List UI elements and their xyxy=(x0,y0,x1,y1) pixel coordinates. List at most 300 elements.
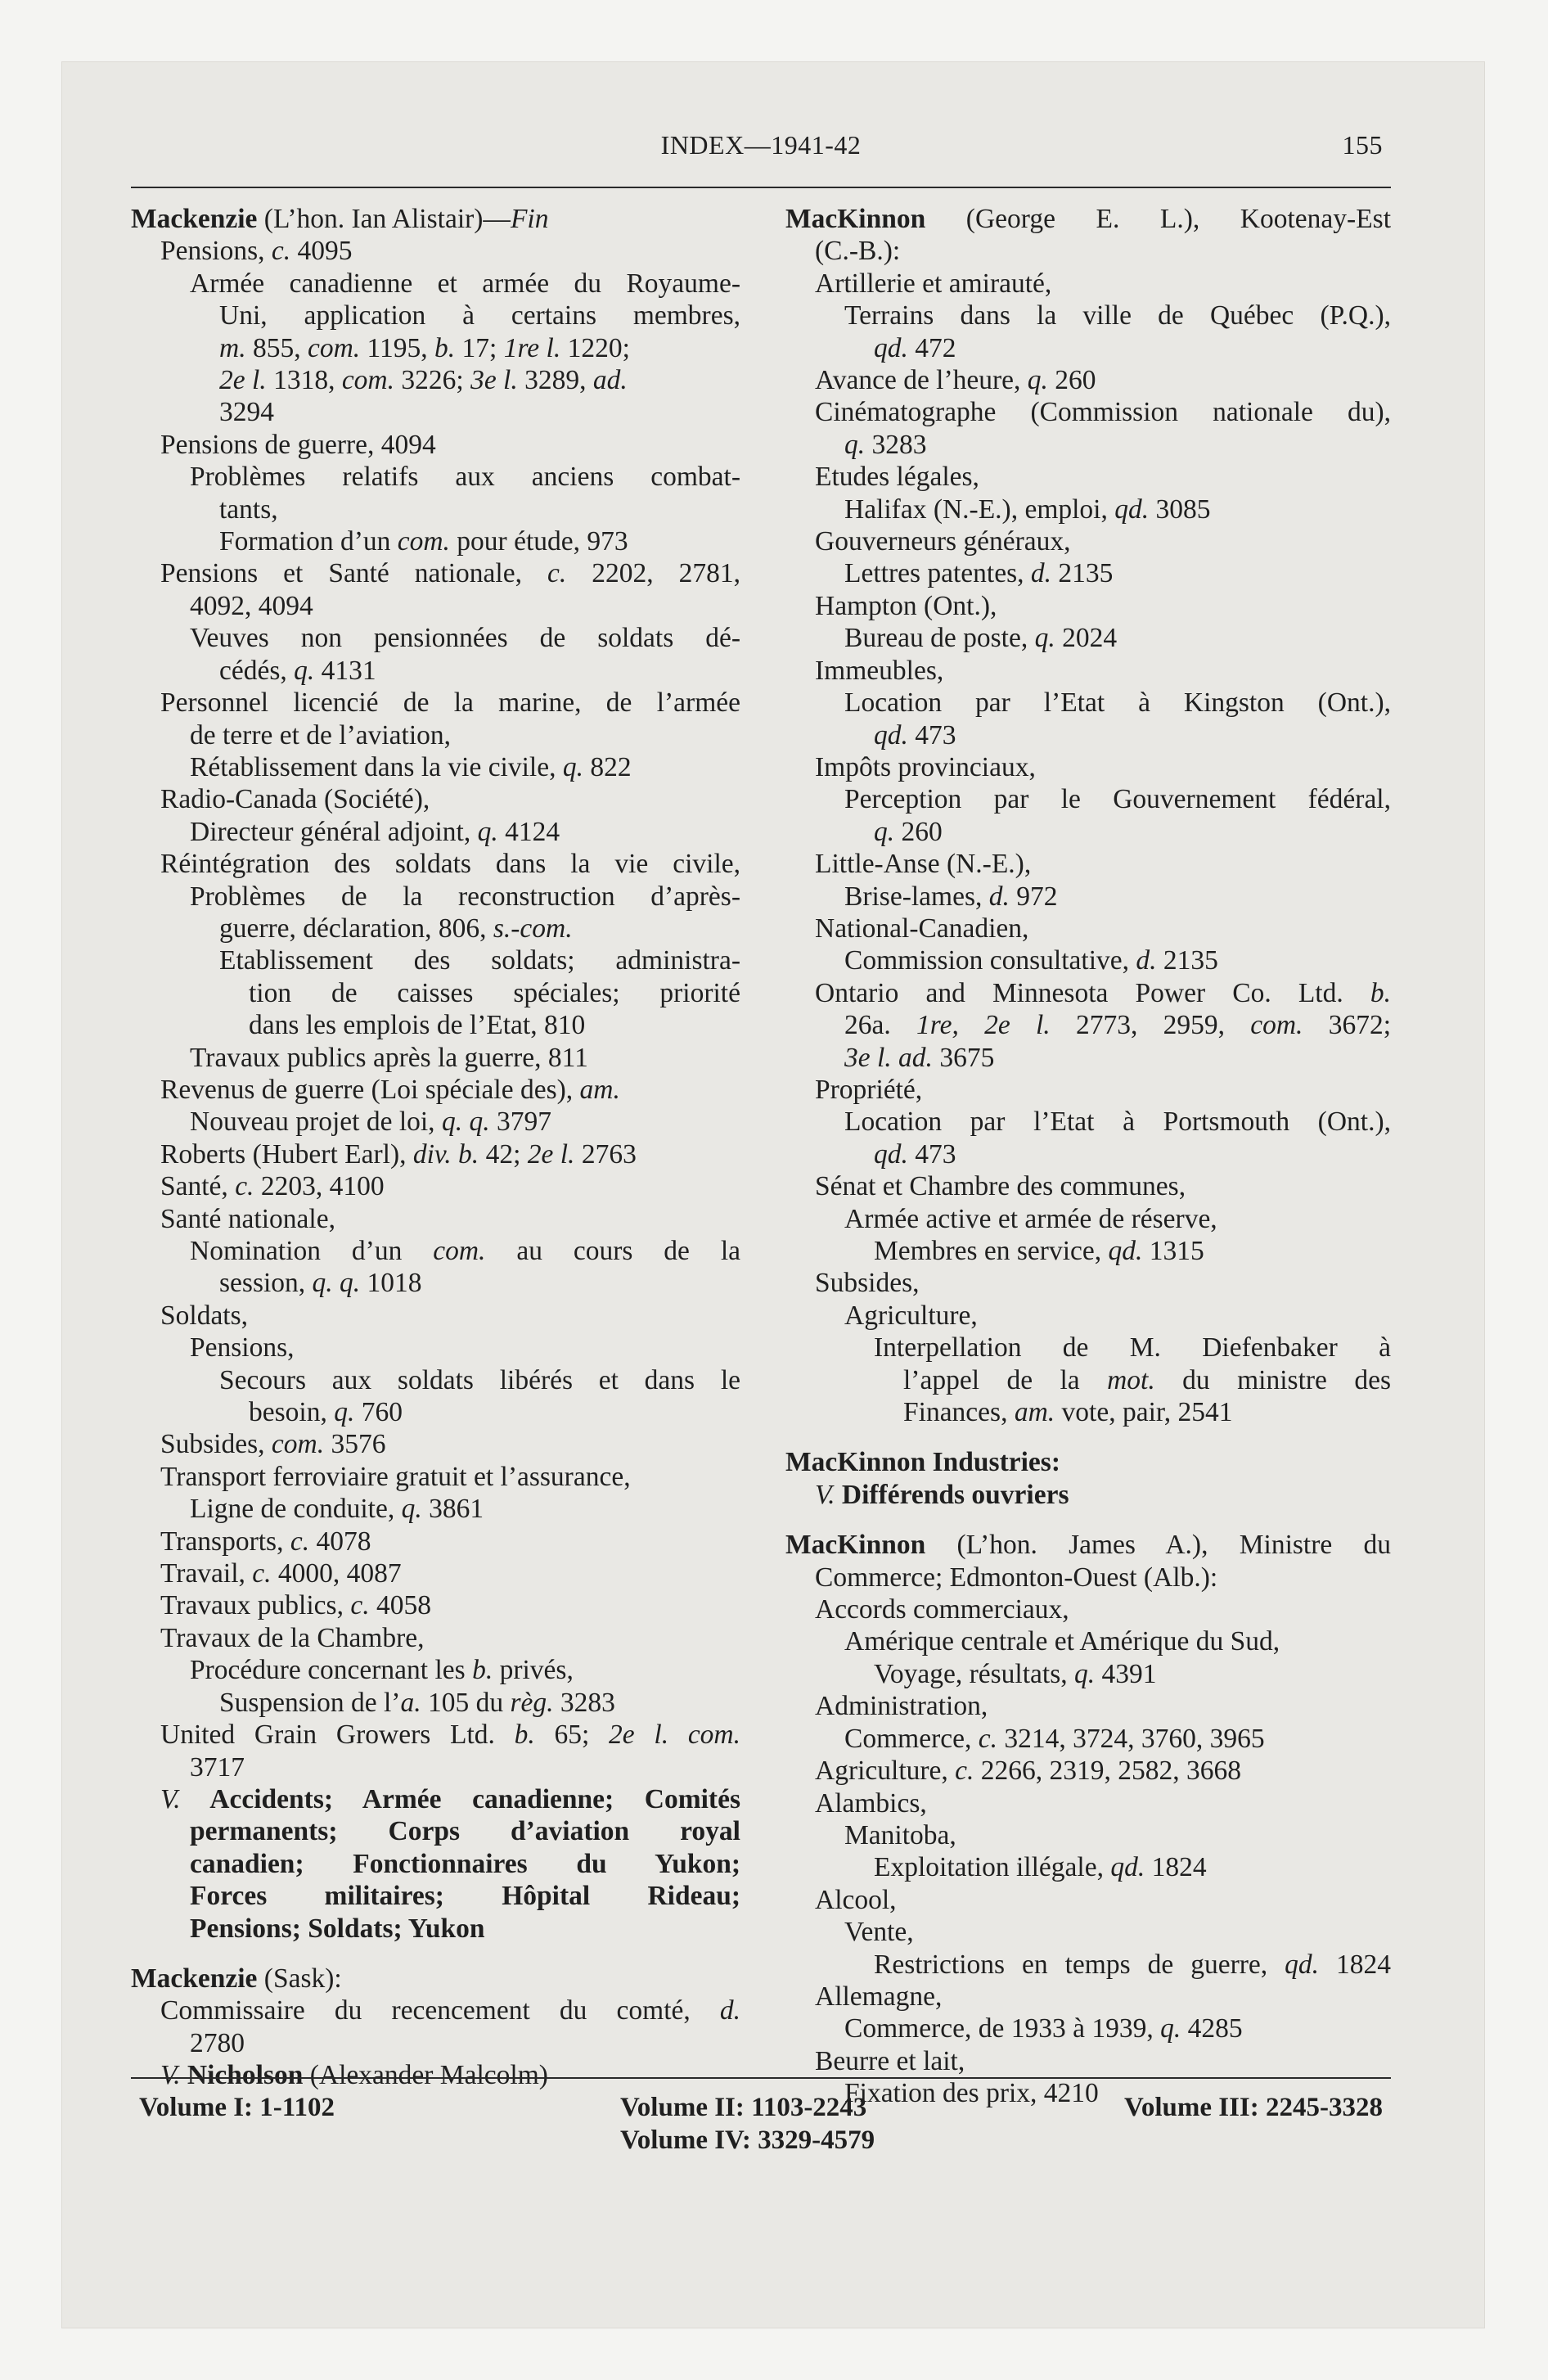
entry-text: Sénat et Chambre des communes, xyxy=(815,1171,1186,1202)
entry-text: Roberts (Hubert Earl), xyxy=(160,1138,413,1170)
index-entry-line xyxy=(785,1787,1391,1819)
index-entry-line xyxy=(785,300,1391,331)
entry-text: l’appel de la xyxy=(903,1364,1108,1395)
entry-text: Restrictions en temps de guerre, xyxy=(874,1949,1285,1980)
volume-2-pages: 1103-2243 xyxy=(751,2093,867,2122)
index-entry-line xyxy=(785,816,1391,848)
italic-abbrev: c. xyxy=(547,558,567,589)
index-entry-line xyxy=(785,1203,1391,1235)
index-entry-line xyxy=(785,944,1391,976)
entry-text: 105 du xyxy=(421,1687,511,1718)
entry-text: 2135 xyxy=(1051,558,1114,589)
italic-abbrev: am. xyxy=(1014,1397,1055,1428)
entry-text: Commerce, de 1933 à 1939, xyxy=(844,2013,1161,2044)
entry-text: Administration, xyxy=(815,1691,988,1722)
entry-text: 1195, xyxy=(360,332,435,363)
entry-text: Santé, xyxy=(160,1171,236,1202)
index-entry-line xyxy=(785,1170,1391,1202)
entry-text: (George E. L.), Kootenay-Est xyxy=(925,204,1391,234)
index-entry-line xyxy=(785,268,1391,300)
entry-text: Etudes légales, xyxy=(815,462,979,493)
italic-abbrev: q. xyxy=(294,655,315,686)
italic-abbrev: V. xyxy=(160,2060,181,2091)
bold-text: Mackenzie xyxy=(131,204,258,234)
index-entry-line xyxy=(785,913,1391,944)
index-entry-line xyxy=(131,848,740,880)
index-entry-line xyxy=(131,1815,740,1847)
entry-text: 3861 xyxy=(421,1494,484,1525)
entry-text: tion de caisses spéciales; priorité xyxy=(249,977,740,1008)
entry-gap xyxy=(785,1428,1391,1446)
italic-abbrev: m. xyxy=(219,332,246,363)
entry-text: 1824 xyxy=(1319,1949,1391,1980)
volume-3-pages: 2245-3328 xyxy=(1266,2093,1383,2122)
italic-abbrev: ad. xyxy=(592,365,628,396)
entry-text: Directeur général adjoint, xyxy=(190,816,478,847)
entry-text: Armée active et armée de réserve, xyxy=(844,1203,1217,1234)
index-entry-line xyxy=(131,1995,740,2026)
entry-text: 2202, 2781, xyxy=(566,558,741,589)
index-entry-line xyxy=(131,622,740,654)
entry-text: Travaux de la Chambre, xyxy=(160,1622,425,1653)
index-entry-line xyxy=(785,1625,1391,1657)
entry-text: Amérique centrale et Amérique du Sud, xyxy=(844,1626,1280,1657)
entry-text: 4092, 4094 xyxy=(190,590,313,621)
index-entry-line xyxy=(131,1428,740,1460)
entry-text: Réintégration des soldats dans la vie civile, xyxy=(160,849,740,880)
index-heading-line xyxy=(131,1963,740,1995)
entry-text: 472 xyxy=(907,332,956,363)
index-heading-line xyxy=(785,1446,1391,1478)
entry-text: 4000, 4087 xyxy=(271,1558,402,1589)
entry-text: Vente, xyxy=(844,1917,914,1948)
index-entry-line xyxy=(131,1751,740,1783)
index-entry-line xyxy=(131,1783,740,1815)
entry-text: 4058 xyxy=(369,1590,431,1621)
index-entry-line xyxy=(131,429,740,461)
italic-abbrev: c. xyxy=(290,1526,310,1557)
entry-text: Transports, xyxy=(160,1526,290,1557)
entry-text: 4131 xyxy=(314,655,376,686)
bold-text: Différends ouvriers xyxy=(835,1479,1069,1510)
index-entry-line xyxy=(131,881,740,913)
index-entry-line xyxy=(785,1723,1391,1755)
entry-text: Pensions, xyxy=(190,1332,295,1364)
entry-text: (C.-B.): xyxy=(815,236,901,267)
entry-text: (Alexander Malcolm) xyxy=(303,2060,548,2091)
bold-text: canadien; Fonctionnaires du Yukon; xyxy=(190,1848,740,1879)
entry-text: session, xyxy=(219,1268,313,1299)
index-entry-line xyxy=(785,396,1391,428)
index-entry-line xyxy=(785,1981,1391,2013)
index-entry-line xyxy=(131,977,740,1009)
index-entry-line xyxy=(785,1009,1391,1041)
italic-abbrev: d. xyxy=(1136,945,1157,976)
italic-abbrev: V. xyxy=(160,1783,181,1814)
index-entry-line xyxy=(785,1074,1391,1106)
italic-abbrev: com. xyxy=(1250,1010,1303,1041)
index-entry-line xyxy=(131,1913,740,1945)
entry-text: Little-Anse (N.-E.), xyxy=(815,849,1032,880)
page-number: 155 xyxy=(1342,130,1383,160)
italic-abbrev: q. xyxy=(1074,1658,1096,1689)
entry-text: 855, xyxy=(245,332,308,363)
entry-text: Location par l’Etat à Portsmouth (Ont.), xyxy=(844,1107,1391,1138)
index-entry-line xyxy=(785,719,1391,751)
entry-text: Beurre et lait, xyxy=(815,2045,965,2076)
entry-text: Nomination d’un xyxy=(190,1236,434,1266)
index-entry-line xyxy=(785,1755,1391,1787)
index-entry-line xyxy=(785,622,1391,654)
entry-text: privés, xyxy=(493,1655,574,1686)
entry-gap xyxy=(785,1511,1391,1529)
italic-abbrev: V. xyxy=(815,1479,835,1510)
entry-text: 3283 xyxy=(865,429,927,460)
italic-abbrev: b. xyxy=(472,1655,493,1686)
index-entry-line xyxy=(785,1851,1391,1883)
entry-text: 473 xyxy=(907,719,956,751)
entry-text: Immeubles, xyxy=(815,655,944,686)
entry-text: du ministre des xyxy=(1154,1364,1391,1395)
index-entry-line xyxy=(785,364,1391,396)
index-entry-line xyxy=(785,525,1391,557)
entry-text: Problèmes relatifs aux anciens combat- xyxy=(190,462,740,493)
entry-text: 3675 xyxy=(932,1042,995,1073)
entry-text: 3797 xyxy=(489,1107,551,1138)
bold-text: MacKinnon xyxy=(785,1530,926,1561)
index-heading-line xyxy=(785,203,1391,235)
entry-text: vote, pair, 2541 xyxy=(1055,1397,1233,1428)
italic-abbrev: q. xyxy=(562,751,583,782)
index-entry-line xyxy=(785,751,1391,783)
entry-text: Commission consultative, xyxy=(844,945,1136,976)
volume-2-range xyxy=(620,2091,875,2124)
entry-text: Veuves non pensionnées de soldats dé- xyxy=(190,623,740,654)
bold-text: MacKinnon Industries: xyxy=(785,1447,1060,1478)
index-entry-line xyxy=(785,1916,1391,1948)
index-entry-line xyxy=(785,1479,1391,1511)
entry-text: Finances, xyxy=(903,1397,1015,1428)
index-entry-line xyxy=(131,494,740,525)
index-page xyxy=(131,127,1391,2206)
entry-text: 972 xyxy=(1009,881,1058,912)
entry-text: Avance de l’heure, xyxy=(815,365,1028,396)
index-entry-line xyxy=(785,590,1391,622)
entry-text: 2203, 4100 xyxy=(254,1171,385,1202)
entry-text: Artillerie et amirauté, xyxy=(815,268,1052,299)
entry-text: Manitoba, xyxy=(844,1819,956,1850)
italic-abbrev: qd. xyxy=(874,1138,908,1170)
italic-abbrev: q. xyxy=(1027,365,1048,396)
entry-text: Cinématographe (Commission nationale du), xyxy=(815,397,1391,428)
index-entry-line xyxy=(785,1658,1391,1690)
italic-abbrev: b. xyxy=(514,1720,535,1751)
volume-1-pages: 1-1102 xyxy=(259,2093,335,2122)
entry-text: tants, xyxy=(219,494,278,525)
index-entry-line xyxy=(785,235,1391,267)
entry-text: Terrains dans la ville de Québec (P.Q.), xyxy=(844,300,1391,331)
index-entry-line xyxy=(131,1526,740,1557)
index-entry-line xyxy=(785,461,1391,493)
index-entry-line xyxy=(131,396,740,428)
italic-abbrev: com. xyxy=(307,332,361,363)
index-entry-line xyxy=(131,783,740,815)
entry-text: Exploitation illégale, xyxy=(874,1852,1111,1883)
entry-text: besoin, xyxy=(249,1397,335,1428)
volume-4-range xyxy=(620,2124,875,2157)
bold-text: Mackenzie xyxy=(131,1963,258,1994)
index-entry-line xyxy=(785,655,1391,687)
italic-abbrev: com. xyxy=(433,1236,486,1266)
entry-text: Fixation des prix, 4210 xyxy=(844,2078,1099,2109)
index-entry-line xyxy=(131,1719,740,1751)
entry-text: Commissaire du recencement du comté, xyxy=(160,1995,720,2026)
volume-1-range xyxy=(139,2091,335,2124)
index-entry-line xyxy=(785,1300,1391,1332)
index-entry-line xyxy=(131,1267,740,1299)
entry-text: Accords commerciaux, xyxy=(815,1594,1069,1625)
entry-text: 3226; xyxy=(394,365,471,396)
italic-abbrev: q. xyxy=(844,429,866,460)
italic-abbrev: 3e l. xyxy=(470,365,518,396)
bold-text: Forces militaires; Hôpital Rideau; xyxy=(190,1881,740,1912)
index-entry-line xyxy=(785,1884,1391,1916)
italic-abbrev: qd. xyxy=(1114,494,1150,525)
entry-text: 1315 xyxy=(1142,1236,1204,1266)
entry-text: Santé nationale, xyxy=(160,1203,335,1234)
header-rule xyxy=(131,187,1391,188)
index-entry-line xyxy=(131,1170,740,1202)
index-entry-line xyxy=(131,1880,740,1912)
index-entry-line xyxy=(131,719,740,751)
italic-abbrev: q. q. xyxy=(441,1107,490,1138)
bold-text: MacKinnon xyxy=(785,204,926,234)
entry-text: guerre, déclaration, 806, xyxy=(219,913,493,944)
index-entry-line xyxy=(131,1493,740,1525)
entry-text: 2024 xyxy=(1055,623,1118,654)
index-entry-line xyxy=(785,848,1391,880)
index-entry-line xyxy=(785,1364,1391,1396)
index-entry-line xyxy=(785,1690,1391,1722)
index-entry-line xyxy=(131,751,740,783)
entry-text: 17; xyxy=(455,332,504,363)
entry-text: Procédure concernant les xyxy=(190,1655,473,1686)
page-title: INDEX—1941-42 xyxy=(660,130,862,160)
entry-text: Subsides, xyxy=(160,1429,272,1460)
index-entry-line xyxy=(131,300,740,331)
index-entry-line xyxy=(131,1106,740,1138)
italic-abbrev: c. xyxy=(271,236,291,267)
italic-abbrev: q. xyxy=(477,816,498,847)
index-entry-line xyxy=(131,816,740,848)
entry-text: 260 xyxy=(1047,365,1096,396)
index-entry-line xyxy=(131,1042,740,1074)
index-entry-line xyxy=(785,332,1391,364)
entry-text: 1220; xyxy=(560,332,630,363)
index-entry-line xyxy=(131,1396,740,1428)
entry-text: Pensions de guerre, 4094 xyxy=(160,429,436,460)
entry-text: Bureau de poste, xyxy=(844,623,1035,654)
entry-text: 3672; xyxy=(1303,1010,1392,1041)
italic-abbrev: div. b. xyxy=(412,1138,479,1170)
index-entry-line xyxy=(131,525,740,557)
index-entry-line xyxy=(131,655,740,687)
italic-abbrev: q. q. xyxy=(312,1268,361,1299)
italic-abbrev: Fin xyxy=(510,204,549,234)
italic-abbrev: d. xyxy=(988,881,1010,912)
index-entry-line xyxy=(785,1106,1391,1138)
entry-text: Radio-Canada (Société), xyxy=(160,784,430,815)
index-entry-line xyxy=(131,1203,740,1235)
entry-text: Perception par le Gouvernement fédéral, xyxy=(844,784,1391,815)
italic-abbrev: 2e l. com. xyxy=(609,1720,740,1751)
entry-text: (L’hon. Ian Alistair)— xyxy=(257,204,511,234)
entry-text: cédés, xyxy=(219,655,295,686)
entry-text: Propriété, xyxy=(815,1074,923,1105)
entry-text: 473 xyxy=(907,1138,956,1170)
index-entry-line xyxy=(785,2013,1391,2044)
italic-abbrev: s.-com. xyxy=(493,913,573,944)
index-entry-line xyxy=(785,881,1391,913)
left-column xyxy=(131,203,740,2092)
volume-3-label: Volume III: xyxy=(1124,2093,1259,2122)
entry-text: Travaux publics, xyxy=(160,1590,351,1621)
entry-text: Suspension de l’ xyxy=(219,1687,401,1718)
index-entry-line xyxy=(785,1819,1391,1851)
index-entry-line xyxy=(785,1235,1391,1267)
entry-text: Soldats, xyxy=(160,1300,249,1331)
page-header xyxy=(131,127,1391,176)
entry-text: Brise-lames, xyxy=(844,881,989,912)
bold-text: Accidents; Armée canadienne; Comités xyxy=(180,1783,740,1814)
italic-abbrev: c. xyxy=(252,1558,272,1589)
index-entry-line xyxy=(785,1332,1391,1364)
entry-text: 3717 xyxy=(190,1751,245,1783)
bold-text: Nicholson xyxy=(180,2060,304,2091)
italic-abbrev: com. xyxy=(341,365,394,396)
entry-text: Commerce; Edmonton-Ouest (Alb.): xyxy=(815,1562,1218,1593)
entry-text: Secours aux soldats libérés et dans le xyxy=(219,1364,740,1395)
italic-abbrev: b. xyxy=(434,332,456,363)
index-heading-line xyxy=(131,203,740,235)
entry-gap xyxy=(131,1945,740,1963)
entry-text: 260 xyxy=(894,816,943,847)
volume-3-range xyxy=(1124,2091,1383,2124)
entry-text: Rétablissement dans la vie civile, xyxy=(190,751,563,782)
index-entry-line xyxy=(131,944,740,976)
entry-text: Formation d’un xyxy=(219,526,398,557)
entry-text: 1318, xyxy=(266,365,342,396)
entry-text: (L’hon. James A.), Ministre du xyxy=(925,1530,1391,1561)
italic-abbrev: 3e l. ad. xyxy=(844,1042,933,1073)
entry-text: 760 xyxy=(354,1397,403,1428)
volume-2-label: Volume II: xyxy=(620,2093,745,2122)
index-heading-line xyxy=(785,1529,1391,1561)
entry-text: dans les emplois de l’Etat, 810 xyxy=(249,1010,586,1041)
entry-text: 2773, 2959, xyxy=(1050,1010,1251,1041)
italic-abbrev: q. xyxy=(1160,2013,1181,2044)
index-entry-line xyxy=(131,1332,740,1364)
entry-text: Alcool, xyxy=(815,1884,897,1915)
entry-text: 26a. xyxy=(844,1010,917,1041)
entry-text: Ontario and Minnesota Power Co. Ltd. xyxy=(815,977,1370,1008)
index-entry-line xyxy=(131,1589,740,1621)
index-entry-line xyxy=(131,1557,740,1589)
index-entry-line xyxy=(131,1848,740,1880)
index-entry-line xyxy=(785,1562,1391,1593)
index-entry-line xyxy=(131,1461,740,1493)
index-entry-line xyxy=(131,913,740,944)
italic-abbrev: 2e l. xyxy=(219,365,267,396)
entry-text: Commerce, xyxy=(844,1723,979,1754)
entry-text: Hampton (Ont.), xyxy=(815,590,997,621)
index-entry-line xyxy=(785,1138,1391,1170)
index-entry-line xyxy=(131,590,740,622)
italic-abbrev: c. xyxy=(350,1590,370,1621)
entry-text: 42; xyxy=(479,1138,528,1170)
index-entry-line xyxy=(785,429,1391,461)
entry-text: 4124 xyxy=(497,816,560,847)
index-entry-line xyxy=(131,332,740,364)
entry-text: Location par l’Etat à Kingston (Ont.), xyxy=(844,687,1391,719)
index-entry-line xyxy=(131,1009,740,1041)
entry-text: Revenus de guerre (Loi spéciale des), xyxy=(160,1074,580,1105)
entry-text: 3294 xyxy=(219,397,274,428)
italic-abbrev: q. xyxy=(334,1397,355,1428)
entry-text: Gouverneurs généraux, xyxy=(815,526,1071,557)
entry-text: (Sask): xyxy=(257,1963,342,1994)
entry-text: Ligne de conduite, xyxy=(190,1494,402,1525)
entry-text: Etablissement des soldats; administra- xyxy=(219,945,740,976)
entry-text: de terre et de l’aviation, xyxy=(190,719,452,751)
italic-abbrev: q. xyxy=(1034,623,1055,654)
entry-text: 3283 xyxy=(553,1687,615,1718)
entry-text: 3576 xyxy=(324,1429,386,1460)
entry-text: 3214, 3724, 3760, 3965 xyxy=(997,1723,1265,1754)
index-entry-line xyxy=(131,557,740,589)
italic-abbrev: qd. xyxy=(1285,1949,1320,1980)
index-entry-line xyxy=(131,235,740,267)
italic-abbrev: c. xyxy=(978,1723,997,1754)
index-entry-line xyxy=(131,1235,740,1267)
entry-text: 3085 xyxy=(1149,494,1211,525)
entry-text: Travail, xyxy=(160,1558,253,1589)
index-entry-line xyxy=(131,1300,740,1332)
italic-abbrev: b. xyxy=(1370,977,1391,1008)
index-entry-line xyxy=(131,1622,740,1654)
italic-abbrev: qd. xyxy=(1110,1852,1145,1883)
index-entry-line xyxy=(131,1138,740,1170)
entry-text: 2266, 2319, 2582, 3668 xyxy=(974,1756,1242,1787)
italic-abbrev: am. xyxy=(579,1074,620,1105)
italic-abbrev: 2e l. xyxy=(527,1138,575,1170)
entry-text: Alambics, xyxy=(815,1787,927,1819)
entry-text: Transport ferroviaire gratuit et l’assurance, xyxy=(160,1461,631,1492)
italic-abbrev: a. xyxy=(400,1687,421,1718)
entry-text: United Grain Growers Ltd. xyxy=(160,1720,515,1751)
bold-text: permanents; Corps d’aviation royal xyxy=(190,1816,740,1847)
entry-text: Travaux publics après la guerre, 811 xyxy=(190,1042,588,1073)
index-entry-line xyxy=(785,1267,1391,1299)
index-entry-line xyxy=(131,1654,740,1686)
index-entry-line xyxy=(785,557,1391,589)
entry-text: Agriculture, xyxy=(844,1300,978,1331)
italic-abbrev: d. xyxy=(719,1995,740,2026)
index-entry-line xyxy=(131,2027,740,2059)
volume-4-pages: 3329-4579 xyxy=(758,2125,875,2155)
index-entry-line xyxy=(131,687,740,719)
index-entry-line xyxy=(785,1949,1391,1981)
